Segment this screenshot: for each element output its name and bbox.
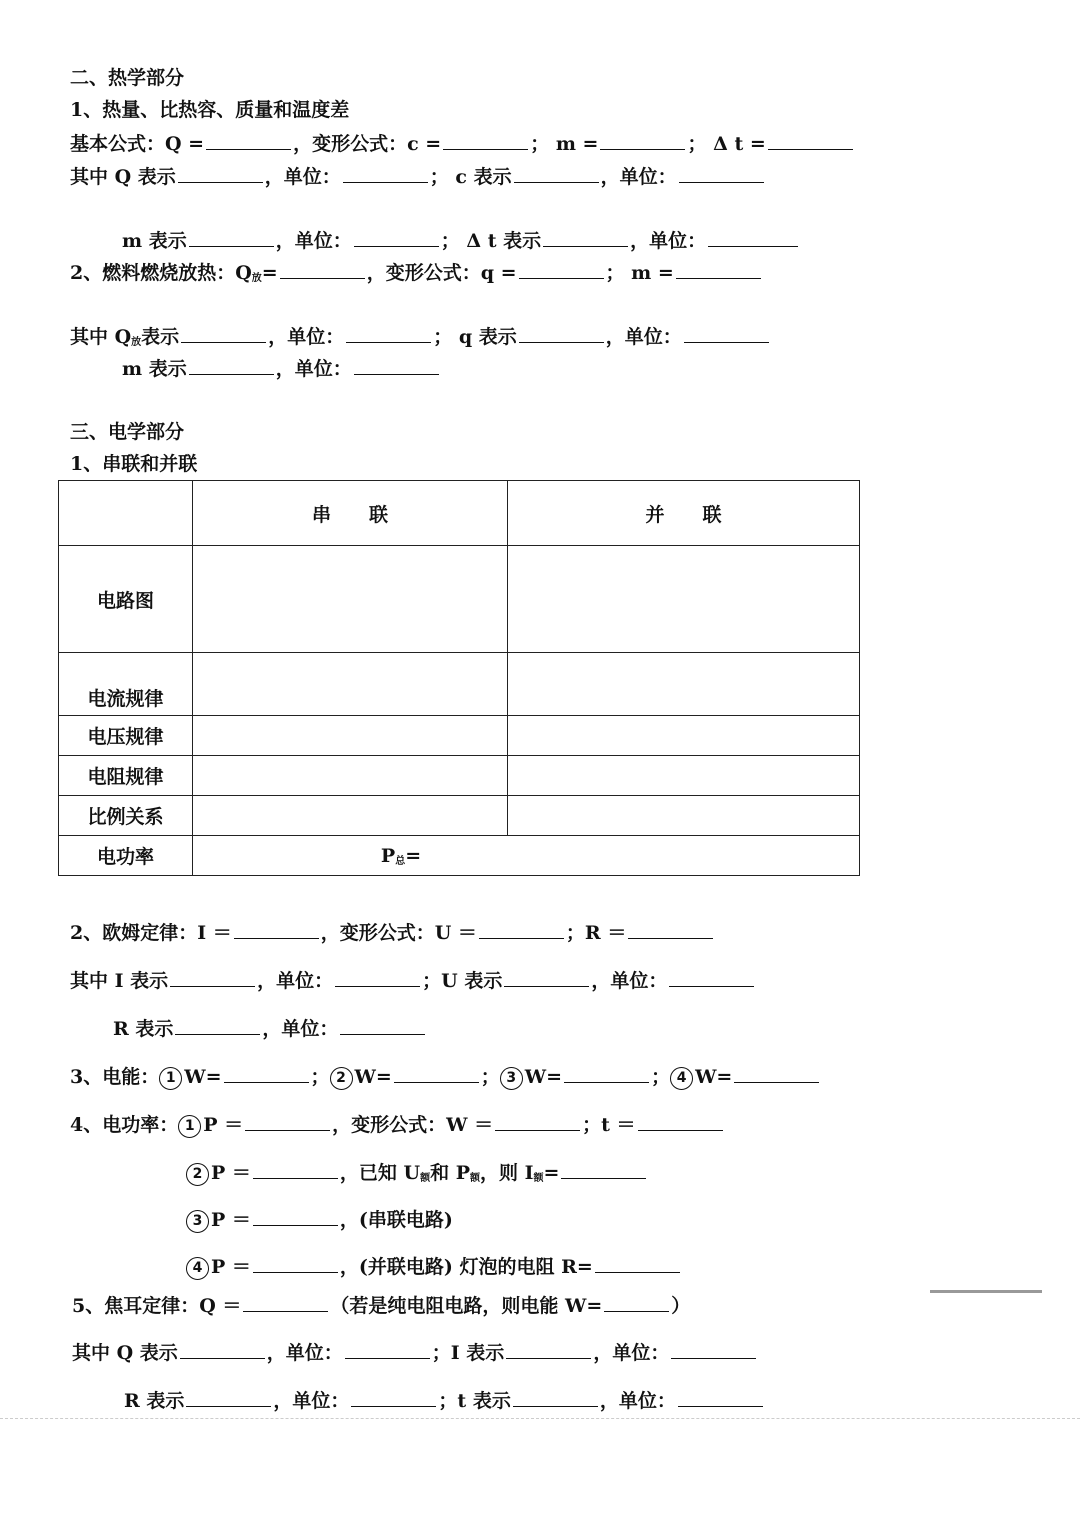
sep: ； — [651, 1066, 671, 1088]
heat-q1-formula-line — [70, 131, 855, 156]
joule-note-b: ） — [671, 1295, 691, 1317]
cell-parallel-voltage[interactable] — [508, 716, 860, 756]
derived-r-label: ；R ＝ — [565, 922, 627, 944]
unit-label: ，单位： — [591, 970, 668, 992]
col-series-header: 串 联 — [193, 481, 508, 546]
power-line-3 — [186, 1207, 453, 1233]
row-label-ratio: 比例关系 — [59, 796, 193, 836]
cell-power-total[interactable] — [193, 836, 860, 876]
blank-u-meaning[interactable] — [504, 968, 589, 987]
ohm-formula-line — [70, 920, 715, 945]
sub-total: 总 — [395, 855, 406, 867]
r-meaning-label: R 表示 — [113, 1018, 174, 1040]
blank-t-joule-unit[interactable] — [678, 1388, 763, 1407]
circle-num-4-icon: 4 — [670, 1067, 693, 1090]
derived-m-label: ； m = — [605, 262, 674, 284]
blank-q-unit[interactable] — [343, 164, 428, 183]
dt-meaning-label: ； Δ t 表示 — [440, 230, 542, 252]
i-meaning-label: 其中 I 表示 — [70, 970, 169, 992]
heat-q1-title: 1、热量、比热容、质量和温度差 — [70, 99, 350, 121]
blank-t-joule-meaning[interactable] — [513, 1388, 598, 1407]
blank-p2[interactable] — [253, 1160, 338, 1179]
power-total-label: P — [380, 844, 396, 867]
r-meaning-label: R 表示 — [124, 1390, 185, 1412]
power-total-eq: = — [405, 844, 422, 867]
known-label-a: ，已知 U — [339, 1162, 421, 1184]
blank-c-unit[interactable] — [679, 164, 764, 183]
known-label-c: ，则 I — [480, 1162, 534, 1184]
circle-num-2-icon: 2 — [186, 1163, 209, 1186]
blank-q-value[interactable] — [519, 260, 604, 279]
derived-q-label: ，变形公式：q = — [366, 262, 517, 284]
unit-label: ，单位： — [275, 358, 352, 380]
blank-q-release-unit[interactable] — [346, 324, 431, 343]
formula-label: 基本公式：Q = — [70, 133, 205, 155]
unit-label: ，单位： — [268, 326, 345, 348]
derived-t-label: ；t ＝ — [582, 1114, 636, 1136]
blank-r[interactable] — [628, 920, 713, 939]
blank-t-derived[interactable] — [638, 1112, 723, 1131]
unit-label: ，单位： — [275, 230, 352, 252]
sub-rated: 额 — [533, 1173, 544, 1184]
cell-series-ratio[interactable] — [193, 796, 508, 836]
cell-parallel-diagram[interactable] — [508, 546, 860, 653]
circle-num-3-icon: 3 — [186, 1210, 209, 1233]
cell-parallel-resistance[interactable] — [508, 756, 860, 796]
t-meaning-label: ；t 表示 — [438, 1390, 511, 1412]
ohm-title: 2、欧姆定律：I ＝ — [70, 922, 232, 944]
q-meaning-label: 其中 Q 表示 — [72, 1342, 178, 1364]
table-row — [59, 796, 860, 836]
sub-rated: 额 — [420, 1173, 431, 1184]
blank-dt[interactable] — [768, 131, 853, 150]
row-label-power: 电功率 — [59, 836, 193, 876]
blank-r-joule-unit[interactable] — [351, 1388, 436, 1407]
unit-label: ，单位： — [273, 1390, 350, 1412]
derived-c-label: ，变形公式：c = — [293, 133, 442, 155]
unit-label: ，单位： — [262, 1018, 339, 1040]
sep: ； — [480, 1066, 500, 1088]
cell-parallel-current[interactable] — [508, 653, 860, 716]
parallel-note: ，(并联电路) 灯泡的电阻 R= — [339, 1256, 593, 1278]
blank-q-joule[interactable] — [243, 1293, 328, 1312]
table-corner-cell — [59, 481, 193, 546]
joule-meaning-line2 — [124, 1388, 765, 1413]
known-label-b: 和 P — [430, 1162, 470, 1184]
w-eq: W= — [184, 1066, 222, 1088]
blank-i-joule-meaning[interactable] — [506, 1340, 591, 1359]
blank-m[interactable] — [600, 131, 685, 150]
blank-p1[interactable] — [245, 1112, 330, 1131]
joule-formula-line — [72, 1293, 690, 1318]
q-meaning-label: 其中 Q 表示 — [70, 166, 176, 188]
blank-qv-meaning[interactable] — [519, 324, 604, 343]
page-fold-line — [0, 1418, 1080, 1419]
table-row — [59, 653, 860, 716]
cell-series-diagram[interactable] — [193, 546, 508, 653]
circle-num-1-icon: 1 — [178, 1115, 201, 1138]
elec-table-title: 1、串联和并联 — [70, 453, 198, 475]
series-parallel-table — [58, 480, 860, 876]
row-label-diagram: 电路图 — [59, 546, 193, 653]
q-release-label-tail: 表示 — [141, 326, 180, 348]
q2-title: 2、燃料燃烧放热：Q — [70, 262, 252, 284]
blank-bulb-r[interactable] — [595, 1254, 680, 1273]
u-meaning-label: ；U 表示 — [422, 970, 503, 992]
cell-series-resistance[interactable] — [193, 756, 508, 796]
row-label-voltage: 电压规律 — [59, 716, 193, 756]
unit-label: ，单位： — [630, 230, 707, 252]
blank-i-joule-unit[interactable] — [671, 1340, 756, 1359]
blank-i-meaning[interactable] — [170, 968, 255, 987]
derived-u-label: ，变形公式：U ＝ — [320, 922, 477, 944]
elec-section-title: 三、电学部分 — [70, 421, 185, 443]
power-line-1 — [70, 1112, 725, 1138]
ohm-meaning-line1 — [70, 968, 756, 993]
unit-label: ，单位： — [593, 1342, 670, 1364]
blank-i-rated[interactable] — [561, 1160, 646, 1179]
eq-sign: = — [261, 262, 278, 284]
c-meaning-label: ； c 表示 — [429, 166, 512, 188]
derived-t-label: ； Δ t = — [687, 133, 766, 155]
unit-label: ，单位： — [600, 166, 677, 188]
m-meaning-label: m 表示 — [122, 230, 187, 252]
blank-c-meaning[interactable] — [514, 164, 599, 183]
circle-num-1-icon: 1 — [159, 1067, 182, 1090]
unit-label: ，单位： — [264, 166, 341, 188]
sub-rated: 额 — [470, 1173, 480, 1184]
blank-q-release-meaning[interactable] — [181, 324, 266, 343]
blank-q[interactable] — [206, 131, 291, 150]
unit-label: ，单位： — [605, 326, 682, 348]
p-eq: P ＝ — [203, 1114, 244, 1136]
circle-num-4-icon: 4 — [186, 1257, 209, 1280]
p-eq: P ＝ — [211, 1162, 251, 1184]
qv-meaning-label: ； q 表示 — [433, 326, 517, 348]
blank-p4[interactable] — [253, 1254, 338, 1273]
heat-q1-meaning-line2 — [122, 228, 800, 253]
unit-label: ，单位： — [599, 1390, 676, 1412]
blank-i-unit[interactable] — [335, 968, 420, 987]
table-row — [59, 836, 860, 876]
blank-m-fuel[interactable] — [676, 260, 761, 279]
col-parallel-header: 并 联 — [508, 481, 860, 546]
joule-meaning-line1 — [72, 1340, 758, 1365]
blank-u-unit[interactable] — [669, 968, 754, 987]
circle-num-3-icon: 3 — [500, 1067, 523, 1090]
blank-w1[interactable] — [224, 1064, 309, 1083]
table-row — [59, 756, 860, 796]
blank-w-joule[interactable] — [604, 1293, 669, 1312]
derived-m-label: ； m = — [530, 133, 599, 155]
blank-dt-meaning[interactable] — [543, 228, 628, 247]
cell-series-voltage[interactable] — [193, 716, 508, 756]
blank-w3[interactable] — [564, 1064, 649, 1083]
m-meaning-label: m 表示 — [122, 358, 187, 380]
blank-r-joule-meaning[interactable] — [186, 1388, 271, 1407]
sub-fang: 放 — [251, 273, 262, 284]
ohm-meaning-line2 — [113, 1016, 427, 1041]
cell-series-current[interactable] — [193, 653, 508, 716]
heat-section-title: 二、热学部分 — [70, 67, 185, 89]
heat-q2-formula-line — [70, 260, 763, 291]
blank-m-meaning[interactable] — [189, 228, 274, 247]
blank-u[interactable] — [479, 920, 564, 939]
known-label-d: = — [543, 1162, 560, 1184]
blank-q-joule-meaning[interactable] — [180, 1340, 265, 1359]
table-row — [59, 716, 860, 756]
circle-num-2-icon: 2 — [330, 1067, 353, 1090]
p-eq: P ＝ — [211, 1209, 251, 1231]
blank-r-unit[interactable] — [340, 1016, 425, 1035]
blank-c[interactable] — [443, 131, 528, 150]
blank-dt-unit[interactable] — [708, 228, 798, 247]
w-eq: W= — [695, 1066, 733, 1088]
joule-title: 5、焦耳定律：Q ＝ — [72, 1295, 242, 1317]
unit-label: ，单位： — [266, 1342, 343, 1364]
blank-i[interactable] — [234, 920, 319, 939]
blank-r-meaning[interactable] — [175, 1016, 260, 1035]
p-eq: P ＝ — [211, 1256, 251, 1278]
blank-m-fuel-meaning[interactable] — [189, 356, 274, 375]
q-release-label: 其中 Q — [70, 326, 132, 348]
w-eq: W= — [354, 1066, 392, 1088]
power-title: 4、电功率： — [70, 1114, 179, 1136]
blank-q-meaning[interactable] — [178, 164, 263, 183]
heat-q1-meaning-line1 — [70, 164, 766, 189]
heat-q2-meaning-line2 — [122, 356, 441, 381]
blank-m-fuel-unit[interactable] — [354, 356, 439, 375]
energy-line — [70, 1064, 821, 1090]
blank-m-unit[interactable] — [354, 228, 439, 247]
cell-parallel-ratio[interactable] — [508, 796, 860, 836]
series-note: ，(串联电路) — [339, 1209, 453, 1231]
w-eq: W= — [524, 1066, 563, 1088]
blank-qv-unit[interactable] — [684, 324, 769, 343]
blank-q-release[interactable] — [280, 260, 365, 279]
i-meaning-label: ；I 表示 — [431, 1342, 505, 1364]
heat-q2-meaning-line1 — [70, 324, 771, 355]
blank-w2[interactable] — [394, 1064, 479, 1083]
joule-note-a: （若是纯电阻电路，则电能 W= — [330, 1295, 603, 1317]
sep: ； — [310, 1066, 330, 1088]
derived-w-label: ，变形公式：W ＝ — [332, 1114, 494, 1136]
blank-p3[interactable] — [253, 1207, 338, 1226]
energy-title: 3、电能： — [70, 1066, 160, 1088]
sub-fang: 放 — [131, 337, 142, 348]
row-label-current: 电流规律 — [59, 653, 193, 716]
power-line-2 — [186, 1160, 648, 1191]
power-line-4 — [186, 1254, 682, 1280]
unit-label: ，单位： — [257, 970, 334, 992]
blank-w4[interactable] — [734, 1064, 819, 1083]
row-label-resistance: 电阻规律 — [59, 756, 193, 796]
blank-w-derived[interactable] — [495, 1112, 580, 1131]
table-header-row — [59, 481, 860, 546]
table-row — [59, 546, 860, 653]
scan-smudge — [930, 1290, 1042, 1293]
blank-q-joule-unit[interactable] — [345, 1340, 430, 1359]
